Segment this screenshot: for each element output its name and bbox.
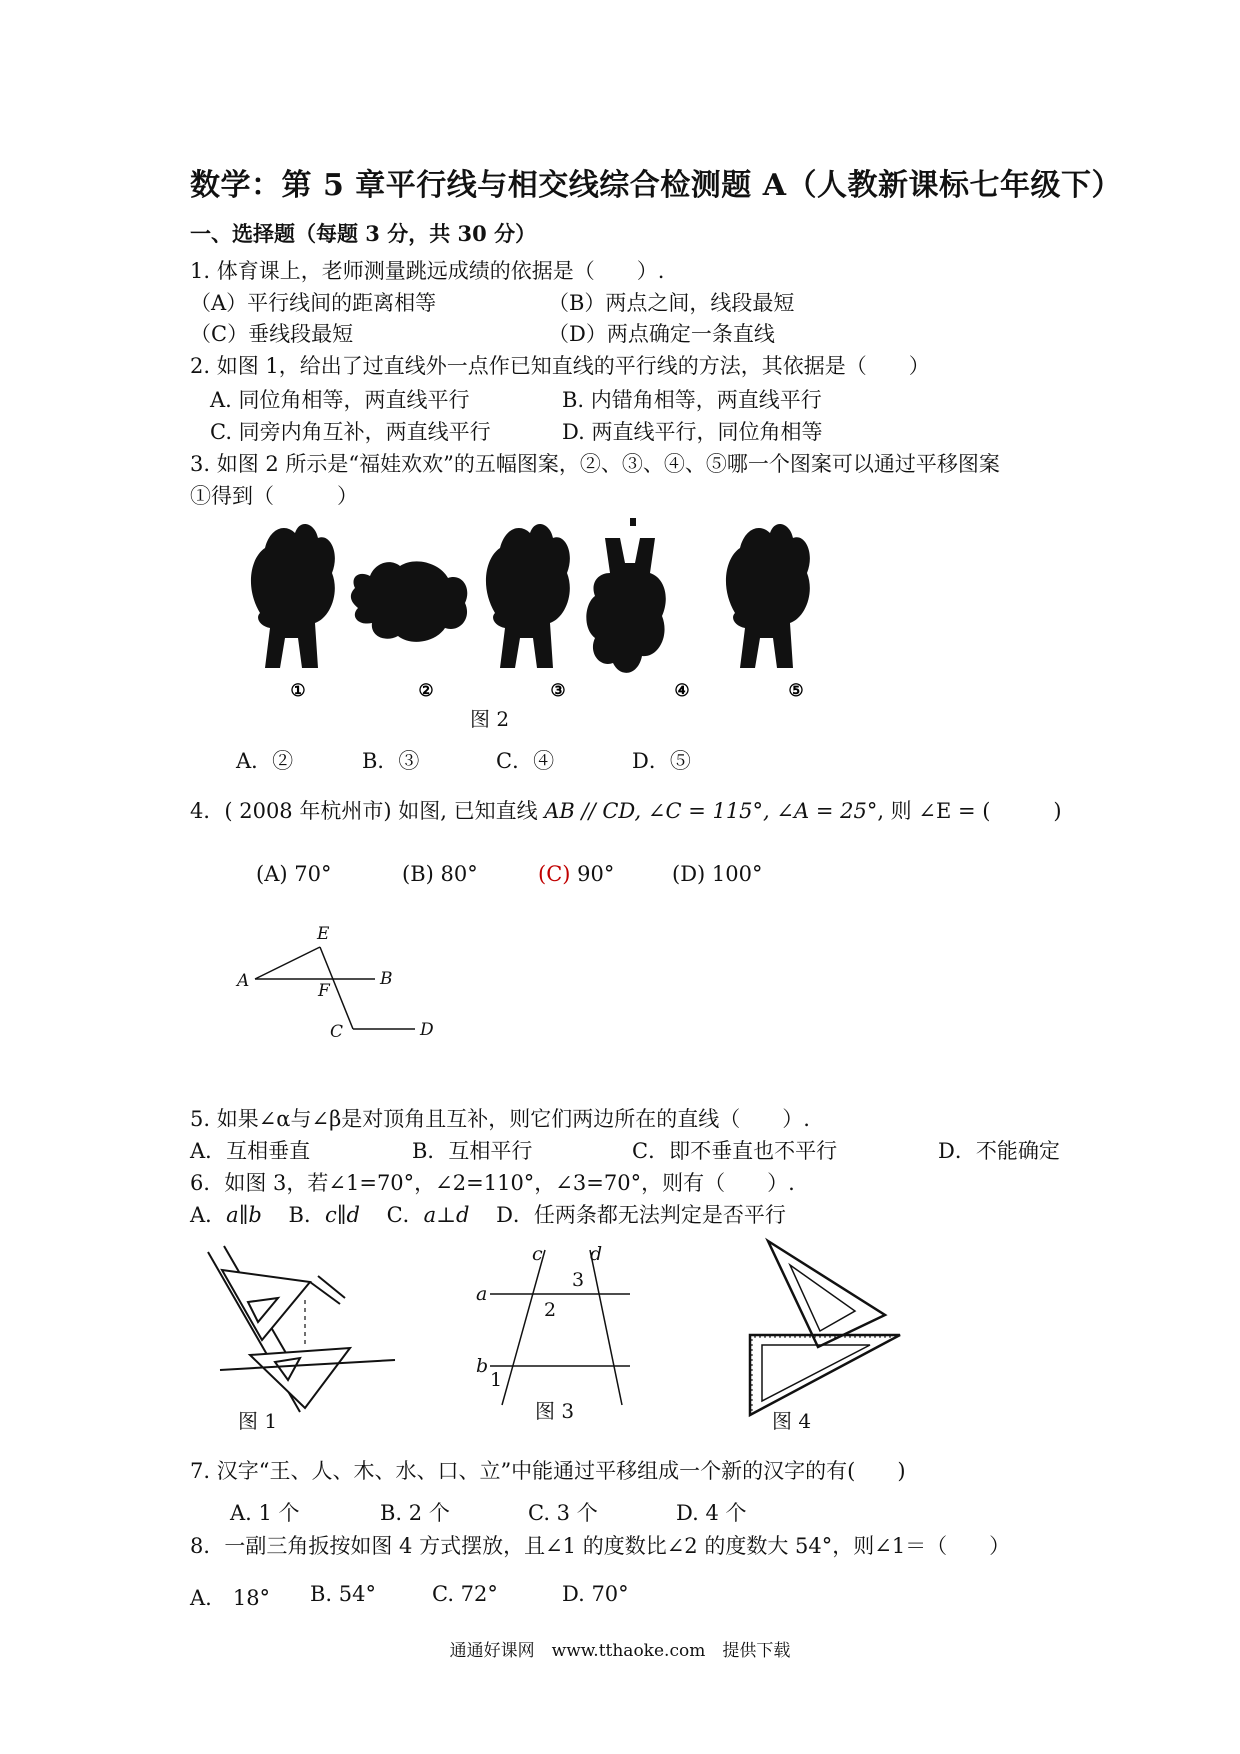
page-title: 数学：第 5 章平行线与相交线综合检测题 A（人教新课标七年级下） bbox=[190, 168, 1122, 203]
q4-point-c: C bbox=[330, 1022, 344, 1040]
mascot-2 bbox=[351, 561, 467, 642]
q1-option-d: （D）两点确定一条直线 bbox=[548, 322, 775, 346]
mascot-1 bbox=[251, 524, 335, 668]
fig3-angle-3: 3 bbox=[572, 1269, 585, 1291]
fig3-angle-2: 2 bbox=[544, 1299, 557, 1321]
q6-a-label: A． bbox=[190, 1203, 227, 1227]
figure-4-triangles bbox=[740, 1235, 910, 1420]
q7-option-c: C. 3 个 bbox=[528, 1501, 598, 1525]
q4-stem-math: AB // CD, ∠C = 115°, ∠A = 25° bbox=[544, 799, 878, 823]
q4-point-f: F bbox=[318, 981, 330, 1001]
q2-option-c: C. 同旁内角互补，两直线平行 bbox=[210, 420, 491, 444]
q4-c-label: (C) bbox=[538, 862, 571, 886]
fig2-label-1: ① bbox=[290, 681, 306, 701]
q4-point-e: E bbox=[317, 924, 330, 944]
fig4-caption: 图 4 bbox=[772, 1409, 812, 1433]
q4-a-label: (A) bbox=[256, 862, 288, 886]
figure-3-lines bbox=[470, 1240, 650, 1415]
q4-stem-prefix: 4．( 2008 年杭州市) 如图, 已知直线 bbox=[190, 799, 545, 823]
q6-b-math: c∥d bbox=[324, 1203, 360, 1227]
q4-d-label: (D) bbox=[672, 862, 706, 886]
q6-b-label: B． bbox=[288, 1203, 325, 1227]
q7-option-d: D. 4 个 bbox=[676, 1501, 747, 1525]
q1-option-b: （B）两点之间，线段最短 bbox=[548, 291, 795, 315]
q6-a-math: a∥b bbox=[226, 1203, 262, 1227]
q5-option-a: A．互相垂直 bbox=[190, 1139, 311, 1163]
q2-option-a: A. 同位角相等，两直线平行 bbox=[210, 388, 470, 412]
q8-option-c: C. 72° bbox=[432, 1582, 498, 1606]
fig2-label-4: ④ bbox=[674, 681, 690, 701]
q3-option-d: D．⑤ bbox=[632, 749, 691, 773]
q4-option-c bbox=[538, 862, 614, 886]
q4-point-b: B bbox=[380, 969, 393, 989]
q2-option-d: D. 两直线平行，同位角相等 bbox=[562, 420, 823, 444]
q1-option-a: （A）平行线间的距离相等 bbox=[190, 291, 437, 315]
fig2-caption: 图 2 bbox=[470, 707, 510, 731]
fig3-label-a: a bbox=[476, 1283, 488, 1305]
mascot-3 bbox=[486, 524, 570, 668]
q5-option-d: D．不能确定 bbox=[938, 1139, 1060, 1163]
q7-option-a: A. 1 个 bbox=[230, 1501, 300, 1525]
q6-c-label: C． bbox=[386, 1203, 424, 1227]
q4-stem-suffix: , 则 ∠E = ( ) bbox=[877, 799, 1062, 823]
section-heading: 一、选择题（每题 3 分，共 30 分） bbox=[190, 221, 537, 246]
fig2-label-3: ③ bbox=[550, 681, 566, 701]
q3-option-a: A．② bbox=[236, 749, 294, 773]
figure-2-mascots bbox=[240, 518, 860, 703]
fig3-label-c: c bbox=[532, 1243, 543, 1265]
fig2-label-5: ⑤ bbox=[788, 681, 804, 701]
q2-stem: 2. 如图 1，给出了过直线外一点作已知直线的平行线的方法，其依据是（ ） bbox=[190, 354, 930, 378]
q8-option-d: D. 70° bbox=[562, 1582, 629, 1606]
fig3-angle-1: 1 bbox=[490, 1369, 503, 1391]
q4-d-value: 100° bbox=[711, 862, 763, 886]
q4-c-value: 90° bbox=[577, 862, 615, 886]
fig3-label-d: d bbox=[590, 1243, 603, 1265]
q5-option-c: C．即不垂直也不平行 bbox=[632, 1139, 838, 1163]
q1-stem: 1. 体育课上，老师测量跳远成绩的依据是（ ）. bbox=[190, 259, 665, 283]
footer-credit: 通通好课网 www.tthaoke.com 提供下载 bbox=[449, 1641, 791, 1661]
q4-option-b bbox=[402, 862, 478, 886]
mascot-5 bbox=[726, 524, 810, 668]
q6-options bbox=[190, 1199, 786, 1229]
q2-option-b: B. 内错角相等，两直线平行 bbox=[562, 388, 822, 412]
q3-option-c: C．④ bbox=[496, 749, 555, 773]
q3-stem-line1: 3. 如图 2 所示是“福娃欢欢”的五幅图案，②、③、④、⑤哪一个图案可以通过平移图案 bbox=[190, 452, 1000, 476]
q7-stem: 7. 汉字“王、人、木、水、口、立”中能通过平移组成一个新的汉字的有( ) bbox=[190, 1459, 906, 1483]
q8-option-a: A. 18° bbox=[190, 1586, 271, 1610]
q4-point-a: A bbox=[237, 971, 250, 991]
figure-1-set-squares bbox=[200, 1240, 410, 1425]
q3-option-b: B．③ bbox=[362, 749, 420, 773]
q4-stem bbox=[190, 795, 1062, 825]
q1-option-c: （C）垂线段最短 bbox=[190, 322, 354, 346]
q4-option-d bbox=[672, 862, 763, 886]
q5-stem: 5. 如果∠α与∠β是对顶角且互补，则它们两边所在的直线（ ）. bbox=[190, 1107, 810, 1131]
q6-c-math: a⊥d bbox=[423, 1203, 470, 1227]
q6-stem: 6．如图 3，若∠1=70°，∠2=110°，∠3=70°，则有（ ）. bbox=[190, 1171, 795, 1195]
fig3-label-b: b bbox=[476, 1355, 489, 1377]
fig3-caption: 图 3 bbox=[535, 1399, 575, 1423]
fig1-caption: 图 1 bbox=[238, 1409, 278, 1433]
q8-option-b: B. 54° bbox=[310, 1582, 377, 1606]
q5-option-b: B．互相平行 bbox=[412, 1139, 533, 1163]
q4-figure bbox=[225, 915, 455, 1040]
mascot-4 bbox=[586, 518, 665, 673]
q4-a-value: 70° bbox=[294, 862, 332, 886]
q4-point-d: D bbox=[420, 1020, 434, 1040]
q4-b-label: (B) bbox=[402, 862, 434, 886]
q3-stem-line2: ①得到（ ） bbox=[190, 484, 358, 508]
q6-option-d: D．任两条都无法判定是否平行 bbox=[496, 1203, 786, 1227]
fig2-label-2: ② bbox=[418, 681, 434, 701]
q4-option-a bbox=[256, 862, 331, 886]
q7-option-b: B. 2 个 bbox=[380, 1501, 450, 1525]
q8-stem: 8．一副三角扳按如图 4 方式摆放，且∠1 的度数比∠2 的度数大 54°，则∠1＝（ ） bbox=[190, 1534, 1011, 1558]
q4-b-value: 80° bbox=[440, 862, 478, 886]
